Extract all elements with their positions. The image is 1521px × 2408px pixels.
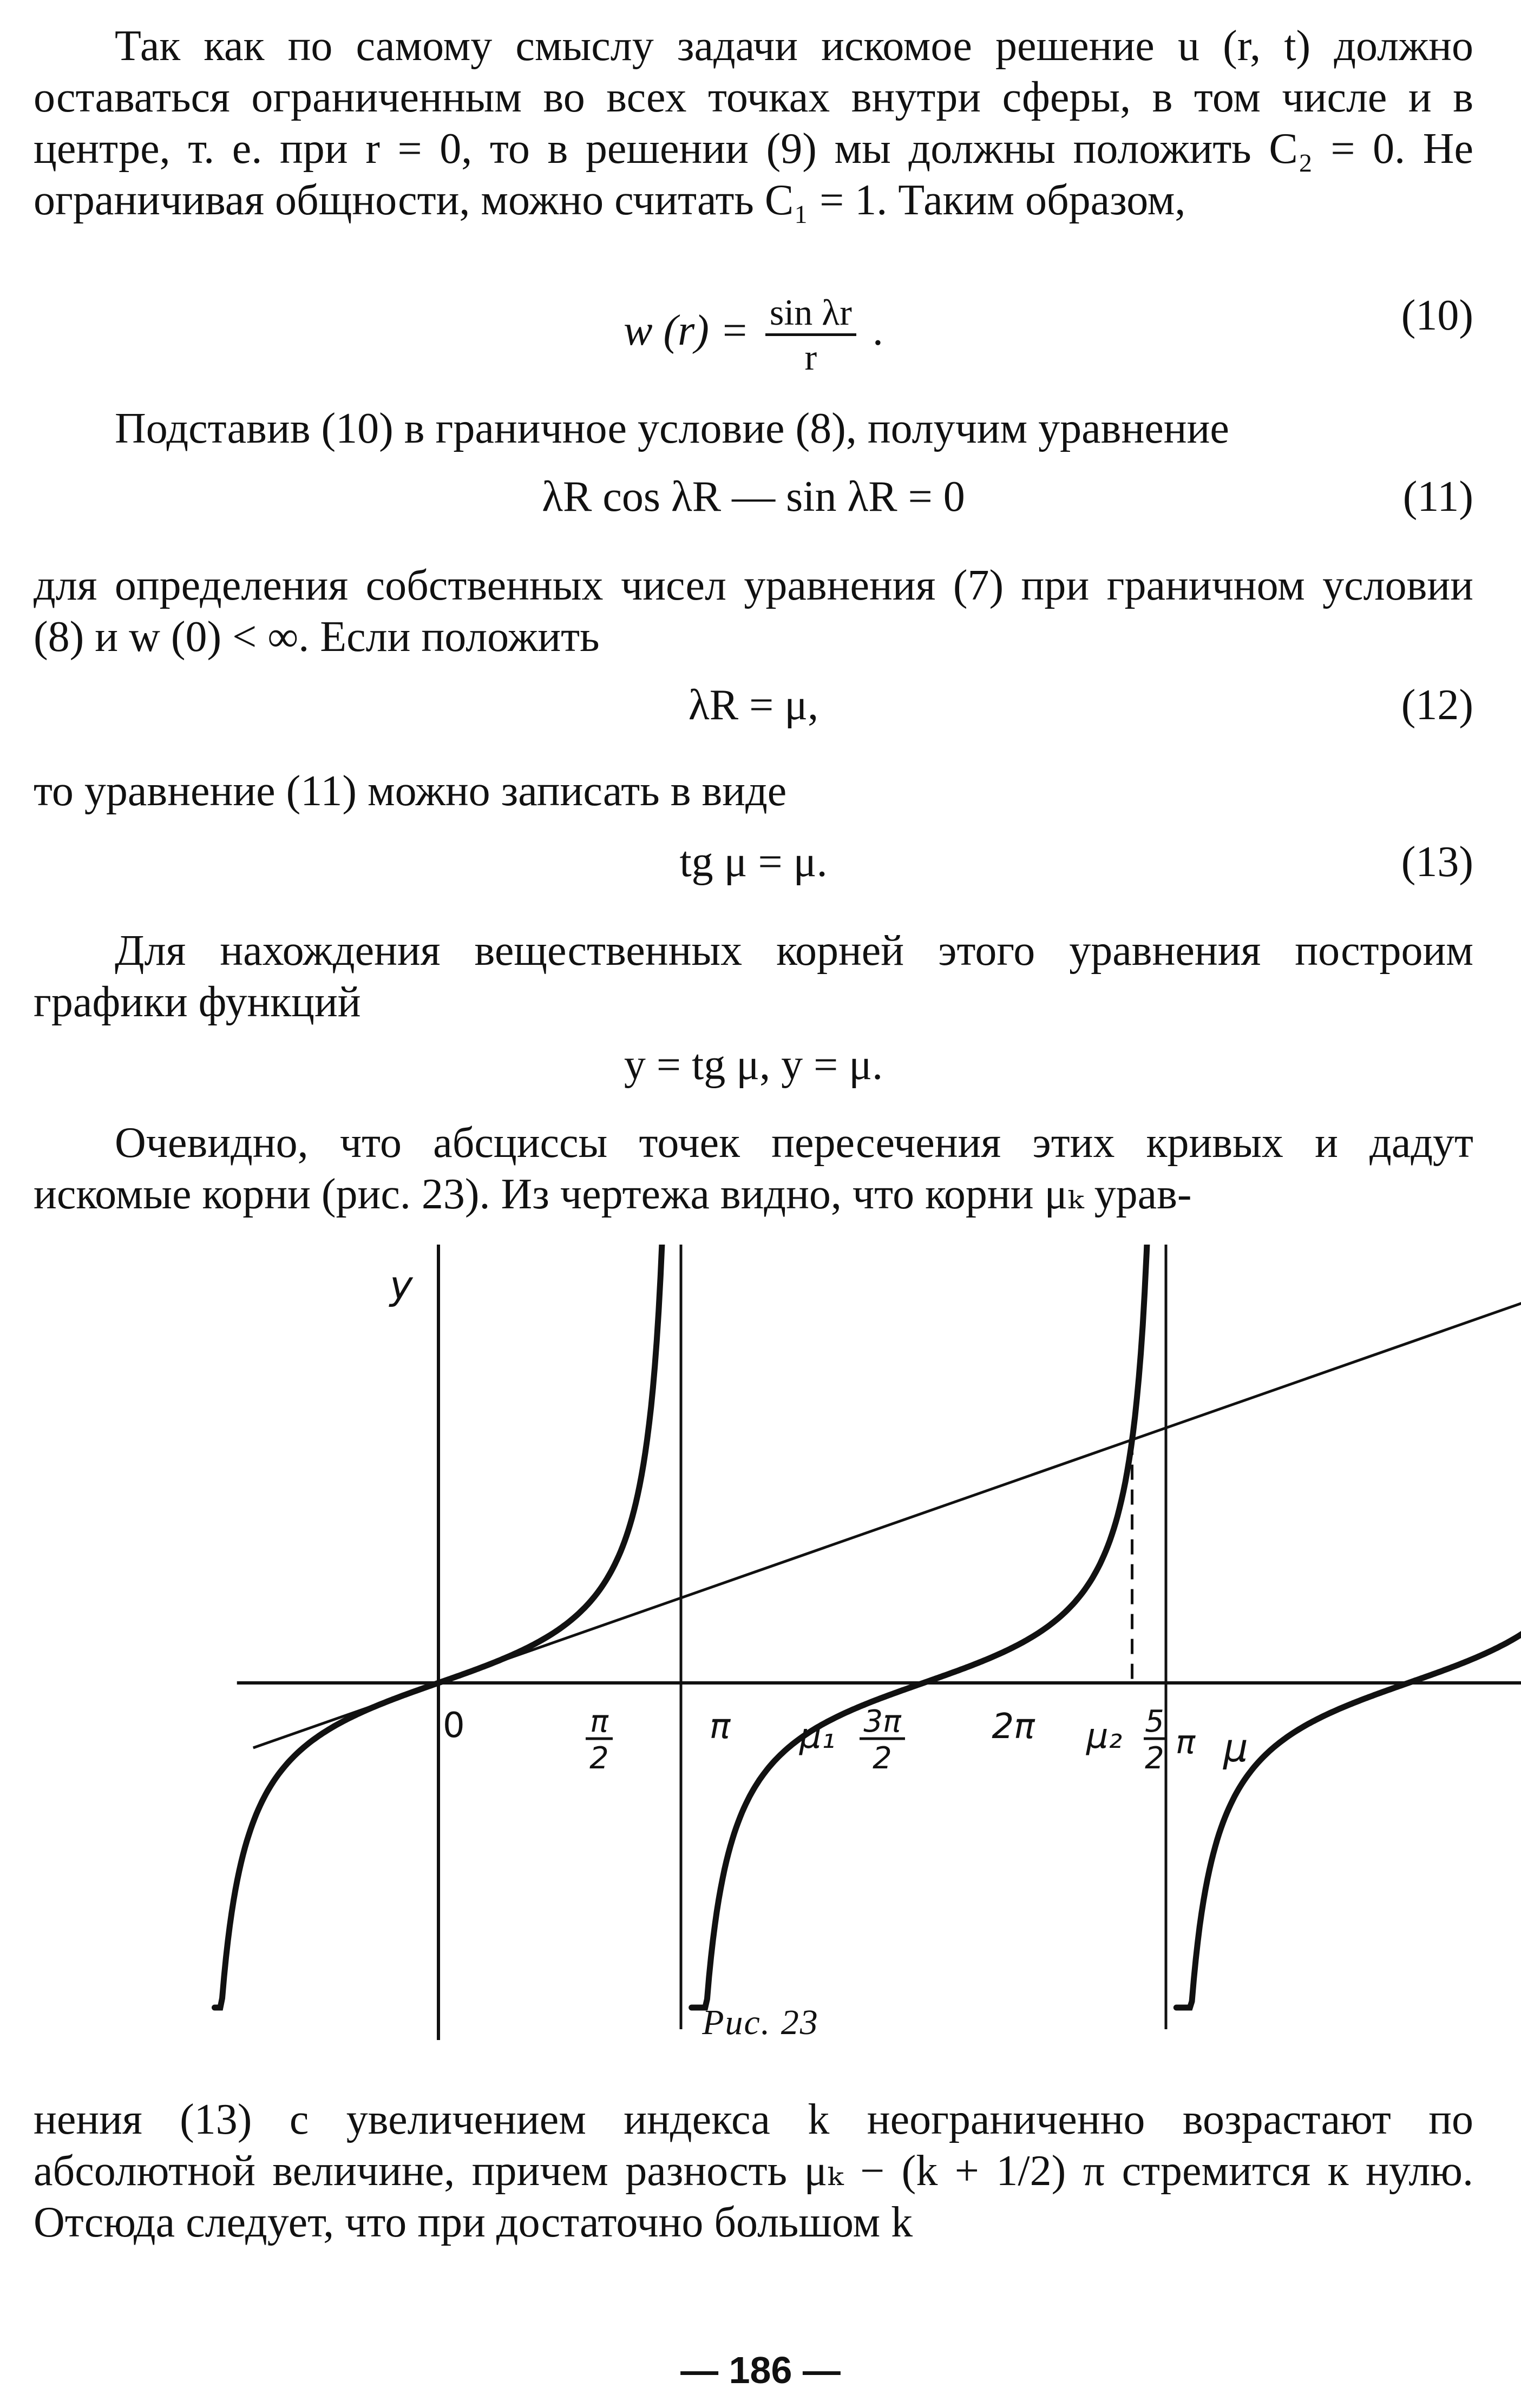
tick-five-half-num: 5 (1145, 1704, 1164, 1739)
eq10-tail: . (872, 306, 883, 354)
tick-mu1: μ₁ (799, 1716, 836, 1756)
tan-branch-3 (1176, 1245, 1521, 2008)
equation-13 (34, 828, 1473, 898)
equation-graphs-body: y = tg μ, y = μ. (624, 1041, 883, 1089)
x-axis-label: μ (1223, 1725, 1248, 1771)
tick-three-half-pi-num: 3π (863, 1704, 901, 1739)
equation-13-label: (13) (1401, 838, 1473, 886)
tick-half-pi-num: π (590, 1704, 608, 1739)
equation-10-label: (10) (1401, 292, 1473, 339)
eq10-lhs: w (r) = (624, 306, 749, 354)
tick-three-half-pi-den: 2 (873, 1741, 892, 1776)
paragraph-7: нения (13) с увеличением индекса k неограниченно возрастают по абсолютной величине, причем разность μₖ − (k + 1/2) π стремится к нулю. Отсюда следует, что при достаточно большом k (34, 2096, 1473, 2246)
equation-11 (34, 463, 1473, 533)
eq10-numerator: sin λr (765, 291, 856, 336)
paragraph-3: для определения собственных чисел уравнения (7) при граничном условии (8) и w (0) < ∞. Если положить (34, 562, 1473, 661)
tick-five-half-pi: π (1175, 1723, 1196, 1761)
tick-mu2: μ₂ (1086, 1716, 1123, 1756)
figure-23 (0, 1245, 1521, 2056)
equation-graphs (34, 1031, 1473, 1101)
tick-half-pi-den: 2 (589, 1741, 609, 1776)
tick-pi: π (709, 1707, 731, 1747)
paragraph-6: Очевидно, что абсциссы точек пересечения этих кривых и дадут искомые корни (рис. 23). Из чертежа видно, что корни μₖ урав- (34, 1119, 1473, 1218)
equation-10-body (34, 291, 1473, 378)
paragraph-2: Подставив (10) в граничное условие (8), получим уравнение (115, 405, 1229, 452)
paragraph-4: то уравнение (11) можно записать в виде (34, 767, 787, 815)
page-number: — 186 — (680, 2349, 841, 2391)
tick-two-pi: 2π (992, 1707, 1035, 1747)
equation-13-body: tg μ = μ. (679, 838, 828, 886)
equation-12 (34, 671, 1473, 741)
paragraph-5: Для нахождения вещественных корней этого уравнения построим графики функций (34, 927, 1473, 1026)
equation-12-body: λR = μ, (688, 681, 819, 729)
line-y-equals-mu (253, 1245, 1521, 1748)
plot-layer (215, 1245, 1521, 2040)
eq10-denominator: r (804, 337, 817, 378)
equation-12-label: (12) (1401, 681, 1473, 729)
equation-11-label: (11) (1402, 473, 1473, 521)
figure-caption: Рис. 23 (702, 2003, 819, 2042)
equation-11-body: λR cos λR — sin λR = 0 (542, 473, 965, 521)
tick-five-half-den: 2 (1145, 1741, 1164, 1776)
y-axis-label: y (390, 1262, 413, 1308)
eq10-fraction (765, 291, 856, 378)
paragraph-1: Так как по самому смыслу задачи искомое решение u (r, t) должно оставаться ограниченным во всех точках внутри сферы, в том числе и в центре, т. е. при r = 0, то в решении (9) мы должны положить C₂ = 0. Не ограничивая общности, можно считать C₁ = 1. Таким образом, (34, 22, 1473, 224)
equation-10 (34, 281, 1473, 378)
tick-zero: 0 (443, 1706, 465, 1746)
tan-branch-2 (692, 1245, 1157, 2008)
